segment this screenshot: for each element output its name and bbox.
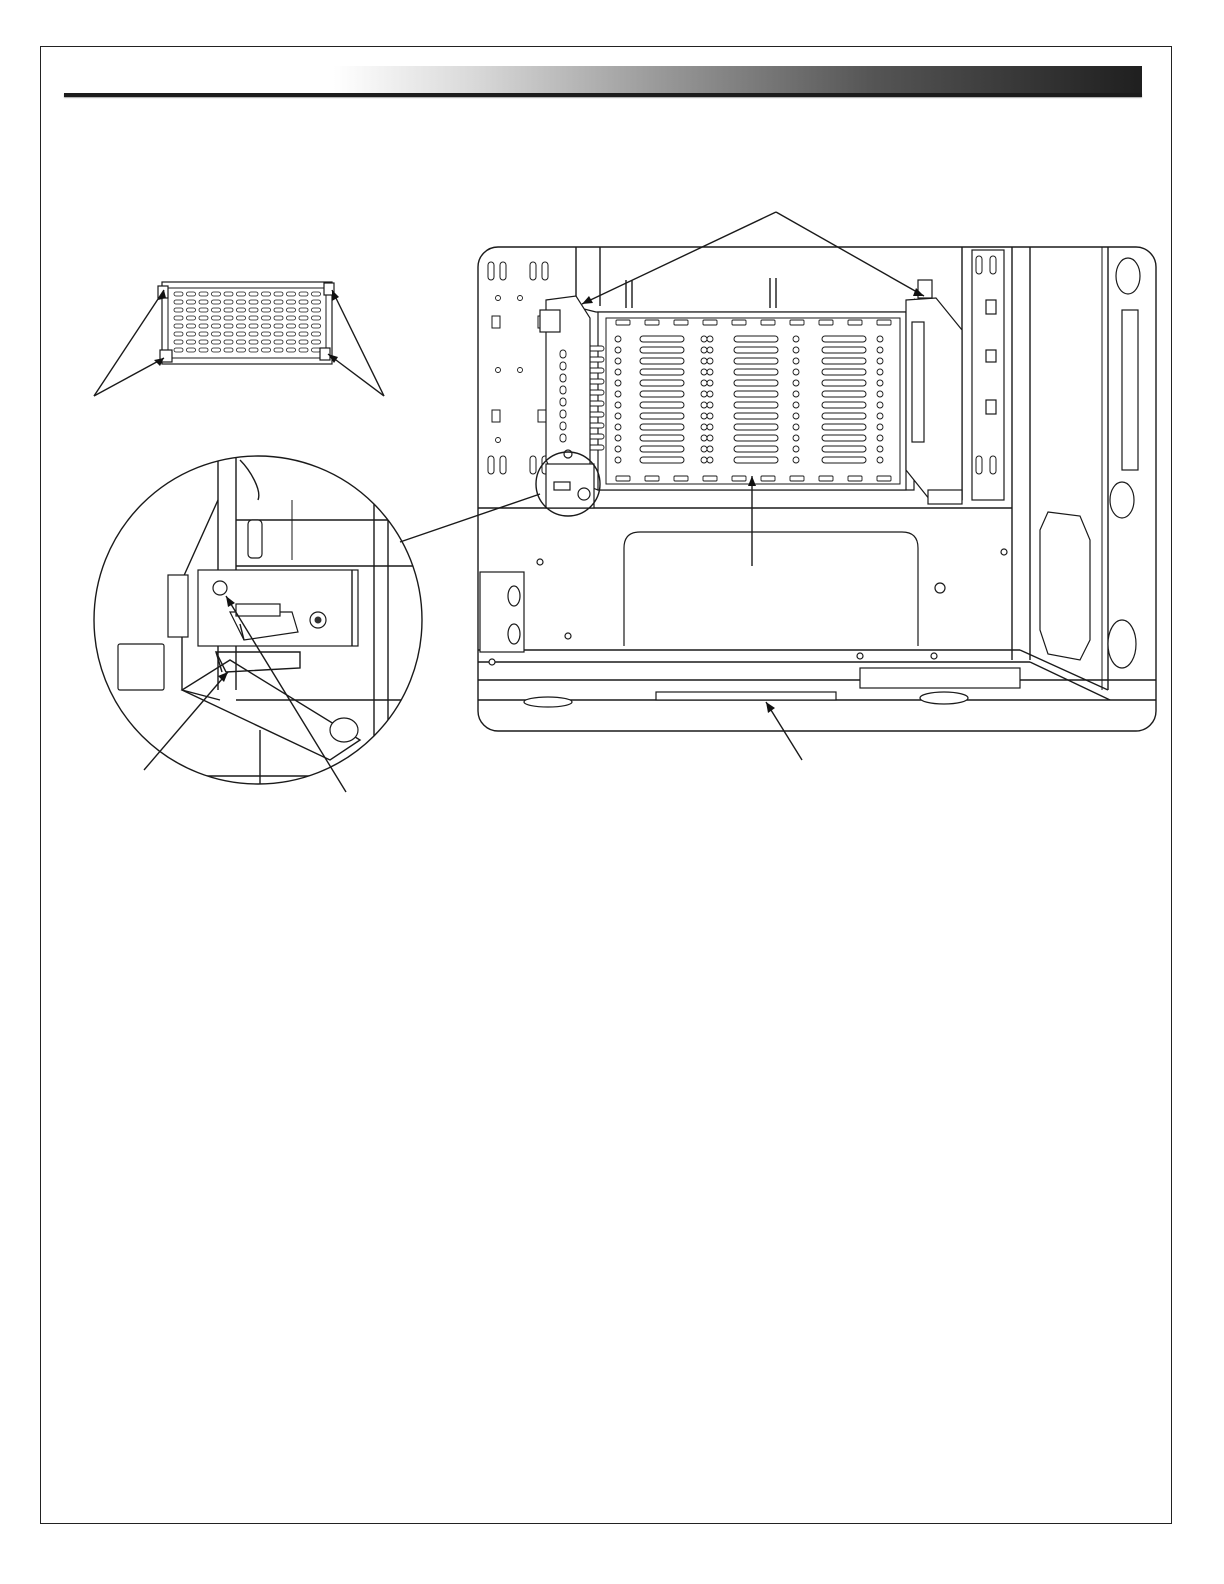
drawing-detail <box>312 324 321 328</box>
drawing-detail <box>560 350 566 358</box>
drawing-detail <box>793 435 799 441</box>
drawing-detail <box>249 292 258 296</box>
drawing-detail <box>822 424 866 430</box>
drawing-detail <box>262 332 271 336</box>
drawing-detail <box>224 316 233 320</box>
drawing-detail <box>615 413 621 419</box>
drawing-detail <box>237 324 246 328</box>
drawing-detail <box>287 292 296 296</box>
drawing-detail <box>187 332 196 336</box>
drawing-detail <box>174 324 183 328</box>
drawing-detail <box>237 332 246 336</box>
drawing-detail <box>199 300 208 304</box>
drawing-detail <box>224 340 233 344</box>
drawing-detail <box>530 262 536 280</box>
drawing-detail <box>734 391 778 397</box>
drawing-detail <box>615 347 621 353</box>
drawing-detail <box>500 262 506 280</box>
drawing-detail <box>707 402 713 408</box>
drawing-detail <box>640 369 684 375</box>
drawing-detail <box>488 262 494 280</box>
drawing-detail <box>707 391 713 397</box>
drawing-detail <box>488 456 494 474</box>
drawing-detail <box>500 456 506 474</box>
drawing-detail <box>877 358 883 364</box>
drawing-detail <box>793 380 799 386</box>
drawing-detail <box>976 256 982 274</box>
drawing-detail <box>199 308 208 312</box>
drawing-detail <box>822 446 866 452</box>
drawing-detail <box>199 316 208 320</box>
drawing-detail <box>538 410 546 422</box>
drawing-detail <box>174 292 183 296</box>
drawing-detail <box>199 324 208 328</box>
drawing-detail <box>560 398 566 406</box>
drawing-detail <box>877 424 883 430</box>
drawing-detail <box>734 347 778 353</box>
drawing-detail <box>819 320 833 325</box>
drawing-detail <box>615 446 621 452</box>
drawing-detail <box>707 413 713 419</box>
drawing-detail <box>701 347 707 353</box>
drawing-detail <box>640 424 684 430</box>
drawing-detail <box>299 340 308 344</box>
drawing-detail <box>560 422 566 430</box>
drawing-detail <box>299 292 308 296</box>
drawing-detail <box>701 446 707 452</box>
drawing-detail <box>793 457 799 463</box>
enclosure-figure <box>478 247 1156 731</box>
drawing-detail <box>518 368 523 373</box>
drawing-detail <box>174 348 183 352</box>
drawing-detail <box>274 332 283 336</box>
drawing-detail <box>990 456 996 474</box>
drawing-detail <box>237 292 246 296</box>
drawing-detail <box>224 300 233 304</box>
drawing-detail <box>640 391 684 397</box>
drawing-detail <box>793 391 799 397</box>
drawing-detail <box>707 369 713 375</box>
drawing-detail <box>877 402 883 408</box>
drawing-detail <box>707 358 713 364</box>
drawing-detail <box>199 332 208 336</box>
drawing-detail <box>187 324 196 328</box>
drawing-detail <box>703 476 717 481</box>
drawing-detail <box>707 424 713 430</box>
drawing-detail <box>640 402 684 408</box>
drawing-detail <box>793 369 799 375</box>
drawing-detail <box>877 380 883 386</box>
drawing-detail <box>262 340 271 344</box>
drawing-detail <box>262 316 271 320</box>
drawing-detail <box>701 413 707 419</box>
drawing-detail <box>274 292 283 296</box>
drawing-detail <box>615 336 621 342</box>
drawing-detail <box>707 347 713 353</box>
drawing-detail <box>822 336 866 342</box>
drawing-detail <box>530 456 536 474</box>
drawing-detail <box>312 292 321 296</box>
drawing-detail <box>492 316 500 328</box>
drawing-detail <box>249 340 258 344</box>
drawing-detail <box>224 348 233 352</box>
drawing-detail <box>312 300 321 304</box>
drawing-detail <box>312 348 321 352</box>
drawing-detail <box>822 358 866 364</box>
drawing-detail <box>224 292 233 296</box>
drawing-detail <box>174 308 183 312</box>
drawing-detail <box>560 386 566 394</box>
drawing-detail <box>212 316 221 320</box>
drawing-detail <box>701 391 707 397</box>
drawing-detail <box>822 380 866 386</box>
drawing-detail <box>274 348 283 352</box>
drawing-detail <box>312 332 321 336</box>
drawing-detail <box>174 332 183 336</box>
drawing-detail <box>496 368 501 373</box>
drawing-detail <box>542 262 548 280</box>
drawing-detail <box>274 300 283 304</box>
drawing-detail <box>224 332 233 336</box>
drawing-detail <box>761 476 775 481</box>
drawing-detail <box>249 324 258 328</box>
drawing-detail <box>287 332 296 336</box>
drawing-detail <box>793 347 799 353</box>
drawing-detail <box>199 340 208 344</box>
drawing-detail <box>616 320 630 325</box>
drawing-detail <box>734 369 778 375</box>
drawing-detail <box>848 476 862 481</box>
drawing-detail <box>212 348 221 352</box>
drawing-detail <box>187 348 196 352</box>
drawing-detail <box>674 320 688 325</box>
drawing-detail <box>312 316 321 320</box>
drawing-detail <box>790 476 804 481</box>
drawing-detail <box>299 316 308 320</box>
drawing-detail <box>174 340 183 344</box>
drawing-detail <box>615 424 621 430</box>
drawing-detail <box>640 457 684 463</box>
drawing-detail <box>212 324 221 328</box>
drawing-detail <box>299 348 308 352</box>
drawing-detail <box>212 300 221 304</box>
drawing-detail <box>224 324 233 328</box>
drawing-detail <box>249 316 258 320</box>
drawing-detail <box>262 308 271 312</box>
drawing-detail <box>707 336 713 342</box>
drawing-detail <box>645 476 659 481</box>
drawing-detail <box>822 402 866 408</box>
drawing-detail <box>237 340 246 344</box>
drawing-detail <box>701 457 707 463</box>
drawing-detail <box>615 435 621 441</box>
drawing-detail <box>701 369 707 375</box>
drawing-detail <box>237 316 246 320</box>
drawing-detail <box>560 374 566 382</box>
drawing-detail <box>274 308 283 312</box>
drawing-detail <box>518 296 523 301</box>
drawing-detail <box>615 391 621 397</box>
drawing-detail <box>734 358 778 364</box>
drawing-detail <box>701 402 707 408</box>
drawing-detail <box>822 435 866 441</box>
drawing-detail <box>640 435 684 441</box>
drawing-detail <box>187 316 196 320</box>
drawing-detail <box>187 308 196 312</box>
drawing-detail <box>877 347 883 353</box>
drawing-detail <box>212 292 221 296</box>
drawing-detail <box>734 402 778 408</box>
drawing-detail <box>249 332 258 336</box>
drawing-detail <box>287 308 296 312</box>
drawing-detail <box>287 340 296 344</box>
drawing-detail <box>707 435 713 441</box>
drawing-detail <box>877 476 891 481</box>
drawing-detail <box>274 340 283 344</box>
drawing-detail <box>707 457 713 463</box>
drawing-detail <box>877 369 883 375</box>
drawing-detail <box>287 324 296 328</box>
drawing-detail <box>877 446 883 452</box>
drawing-detail <box>299 300 308 304</box>
drawing-detail <box>287 300 296 304</box>
drawing-detail <box>734 446 778 452</box>
drawing-detail <box>615 457 621 463</box>
drawing-detail <box>732 320 746 325</box>
drawing-detail <box>877 413 883 419</box>
drawing-detail <box>312 308 321 312</box>
drawing-detail <box>187 300 196 304</box>
drawing-detail <box>312 340 321 344</box>
drawing-detail <box>287 348 296 352</box>
drawing-detail <box>199 348 208 352</box>
drawing-detail <box>640 336 684 342</box>
drawing-detail <box>199 292 208 296</box>
drawing-detail <box>734 336 778 342</box>
drawing-detail <box>249 308 258 312</box>
drawing-detail <box>701 358 707 364</box>
drawing-detail <box>707 380 713 386</box>
drawing-detail <box>701 380 707 386</box>
drawing-detail <box>496 438 501 443</box>
drawing-detail <box>299 308 308 312</box>
drawing-detail <box>640 347 684 353</box>
drawing-detail <box>848 320 862 325</box>
drawing-detail <box>734 457 778 463</box>
drawing-detail <box>212 332 221 336</box>
drawing-detail <box>492 410 500 422</box>
drawing-detail <box>615 369 621 375</box>
drawing-detail <box>793 424 799 430</box>
drawing-detail <box>249 348 258 352</box>
drawing-detail <box>793 336 799 342</box>
drawing-detail <box>701 424 707 430</box>
drawing-detail <box>761 320 775 325</box>
drawing-detail <box>262 292 271 296</box>
drawing-detail <box>287 316 296 320</box>
drawing-detail <box>174 316 183 320</box>
magnified-detail <box>94 456 540 790</box>
drawing-detail <box>703 320 717 325</box>
drawing-detail <box>701 336 707 342</box>
drawing-detail <box>249 300 258 304</box>
drawing-detail <box>616 476 630 481</box>
drawing-detail <box>793 446 799 452</box>
drawing-detail <box>262 300 271 304</box>
drawing-detail <box>262 348 271 352</box>
drawing-detail <box>734 424 778 430</box>
drawing-detail <box>237 308 246 312</box>
drawing-detail <box>262 324 271 328</box>
drawing-detail <box>877 391 883 397</box>
drawing-detail <box>187 292 196 296</box>
small-tray-figure <box>158 282 334 364</box>
drawing-detail <box>732 476 746 481</box>
drawing-detail <box>822 369 866 375</box>
drawing-detail <box>734 380 778 386</box>
drawing-detail <box>615 358 621 364</box>
drawing-detail <box>299 332 308 336</box>
drawing-detail <box>299 324 308 328</box>
drawing-detail <box>615 380 621 386</box>
drawing-detail <box>560 362 566 370</box>
drawing-detail <box>174 300 183 304</box>
drawing-detail <box>237 348 246 352</box>
drawing-detail <box>701 435 707 441</box>
drawing-detail <box>877 435 883 441</box>
drawing-detail <box>877 320 891 325</box>
drawing-detail <box>990 256 996 274</box>
drawing-detail <box>560 434 566 442</box>
drawing-detail <box>822 347 866 353</box>
drawing-detail <box>640 380 684 386</box>
drawing-detail <box>212 340 221 344</box>
drawing-detail <box>819 476 833 481</box>
drawing-detail <box>645 320 659 325</box>
drawing-detail <box>822 457 866 463</box>
drawing-detail <box>707 446 713 452</box>
drawing-detail <box>496 296 501 301</box>
drawing-detail <box>224 308 233 312</box>
drawing-detail <box>674 476 688 481</box>
drawing-detail <box>640 446 684 452</box>
drawing-detail <box>822 413 866 419</box>
drawing-detail <box>560 410 566 418</box>
drawing-detail <box>237 300 246 304</box>
drawing-detail <box>212 308 221 312</box>
drawing-detail <box>793 402 799 408</box>
drawing-detail <box>734 413 778 419</box>
drawing-detail <box>790 320 804 325</box>
drawing-detail <box>877 336 883 342</box>
drawing-detail <box>640 358 684 364</box>
drawing-detail <box>187 340 196 344</box>
drawing-detail <box>976 456 982 474</box>
drawing-detail <box>274 324 283 328</box>
drawing-detail <box>793 413 799 419</box>
drawing-detail <box>793 358 799 364</box>
drawing-detail <box>274 316 283 320</box>
drawing-detail <box>640 413 684 419</box>
drawing-detail <box>734 435 778 441</box>
drawing-detail <box>822 391 866 397</box>
drawing-detail <box>877 457 883 463</box>
drawing-detail <box>615 402 621 408</box>
